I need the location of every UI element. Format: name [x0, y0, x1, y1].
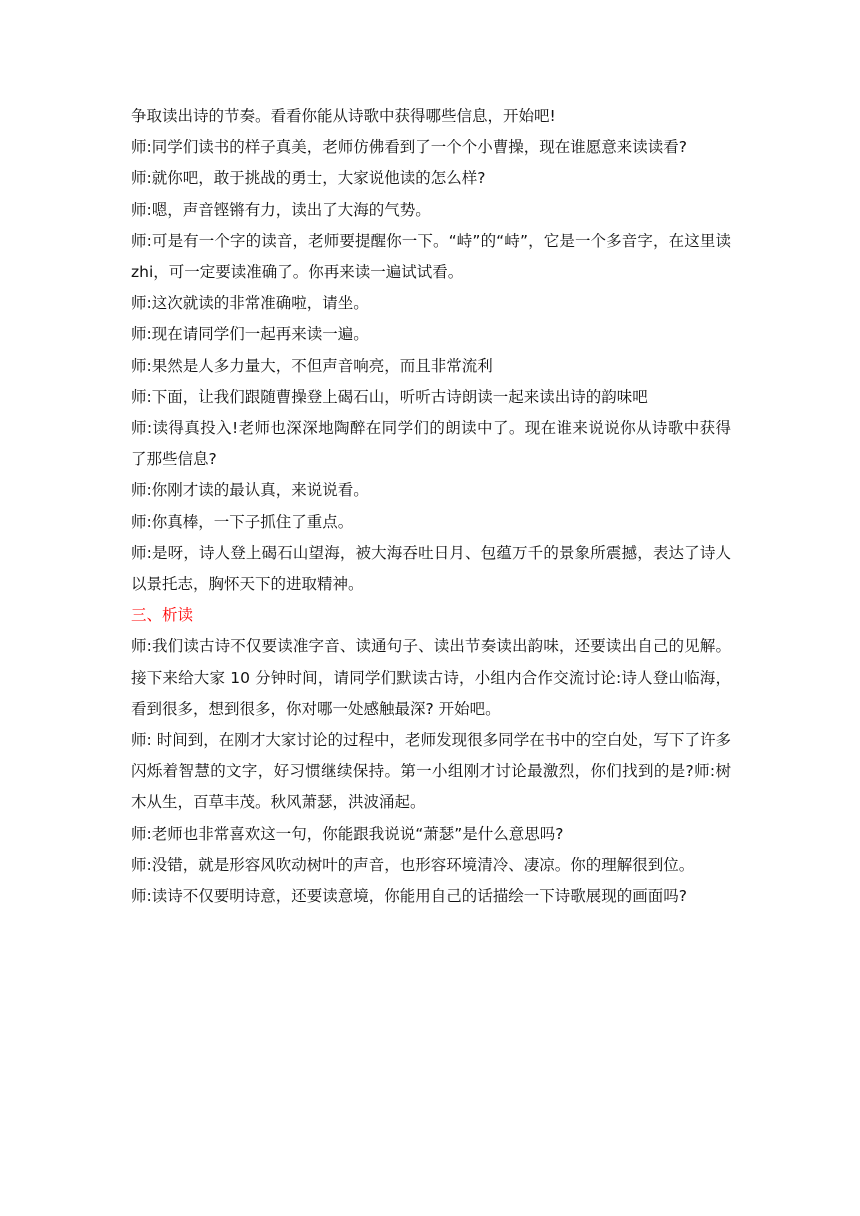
- paragraph: 师:就你吧，敢于挑战的勇士，大家说他读的怎么样?: [131, 169, 486, 188]
- paragraph: 师:可是有一个字的读音，老师要提醒你一下。“峙”的“峙”，它是一个多音字，在这里读 zhi，可一定要读准确了。你再来读一遍试试看。: [131, 231, 731, 282]
- paragraph: 师:果然是人多力量大，不但声音响亮，而且非常流利: [131, 356, 493, 375]
- paragraph: 师:这次就读的非常准确啦，请坐。: [131, 294, 369, 313]
- paragraph: 师:现在请同学们一起再来读一遍。: [131, 325, 369, 344]
- paragraph: 师:老师也非常喜欢这一句，你能跟我说说“萧瑟”是什么意思吗?: [131, 824, 564, 843]
- paragraph: 师: 时间到，在刚才大家讨论的过程中，老师发现很多同学在书中的空白处，写下了许多闪烁着智慧的文字，好习惯继续保持。第一小组刚才讨论最激烈，你们找到的是?师:树木从生，百草丰茂。秋风萧瑟，洪波涌起。: [131, 731, 731, 812]
- paragraph: 师:没错，就是形容风吹动树叶的声音，也形容环境清冷、凄凉。你的理解很到位。: [131, 855, 695, 874]
- paragraph: 师:我们读古诗不仅要读准字音、读通句子、读出节奏读出韵味，还要读出自己的见解。接下来给大家 10 分钟时间，请同学们默读古诗，小组内合作交流讨论:诗人登山临海，看到很多，想到很多，你对哪一处感触最深? 开始吧。: [131, 637, 731, 718]
- paragraph: 师:下面，让我们跟随曹操登上碣石山，听听古诗朗读一起来读出诗的韵味吧: [131, 387, 648, 406]
- paragraph: 师:你刚才读的最认真，来说说看。: [131, 481, 369, 500]
- paragraph: 争取读出诗的节奏。看看你能从诗歌中获得哪些信息，开始吧!: [131, 107, 556, 125]
- paragraph: 师:是呀，诗人登上碣石山望海，被大海吞吐日月、包蕴万千的景象所震撼，表达了诗人以景托志，胸怀天下的进取精神。: [131, 543, 731, 594]
- section-heading: 三、析读: [131, 606, 194, 625]
- paragraph: 师:同学们读书的样子真美，老师仿佛看到了一个个小曹操，现在谁愿意来读读看?: [131, 138, 687, 157]
- document-page: [131, 101, 731, 912]
- paragraph: 师:读诗不仅要明诗意，还要读意境，你能用自己的话描绘一下诗歌展现的画面吗?: [131, 887, 687, 906]
- paragraph: 师:你真棒，一下子抓住了重点。: [131, 512, 354, 531]
- paragraph: 师:嗯，声音铿锵有力，读出了大海的气势。: [131, 200, 431, 219]
- paragraph: 师:读得真投入!老师也深深地陶醉在同学们的朗读中了。现在谁来说说你从诗歌中获得了那些信息?: [131, 419, 731, 469]
